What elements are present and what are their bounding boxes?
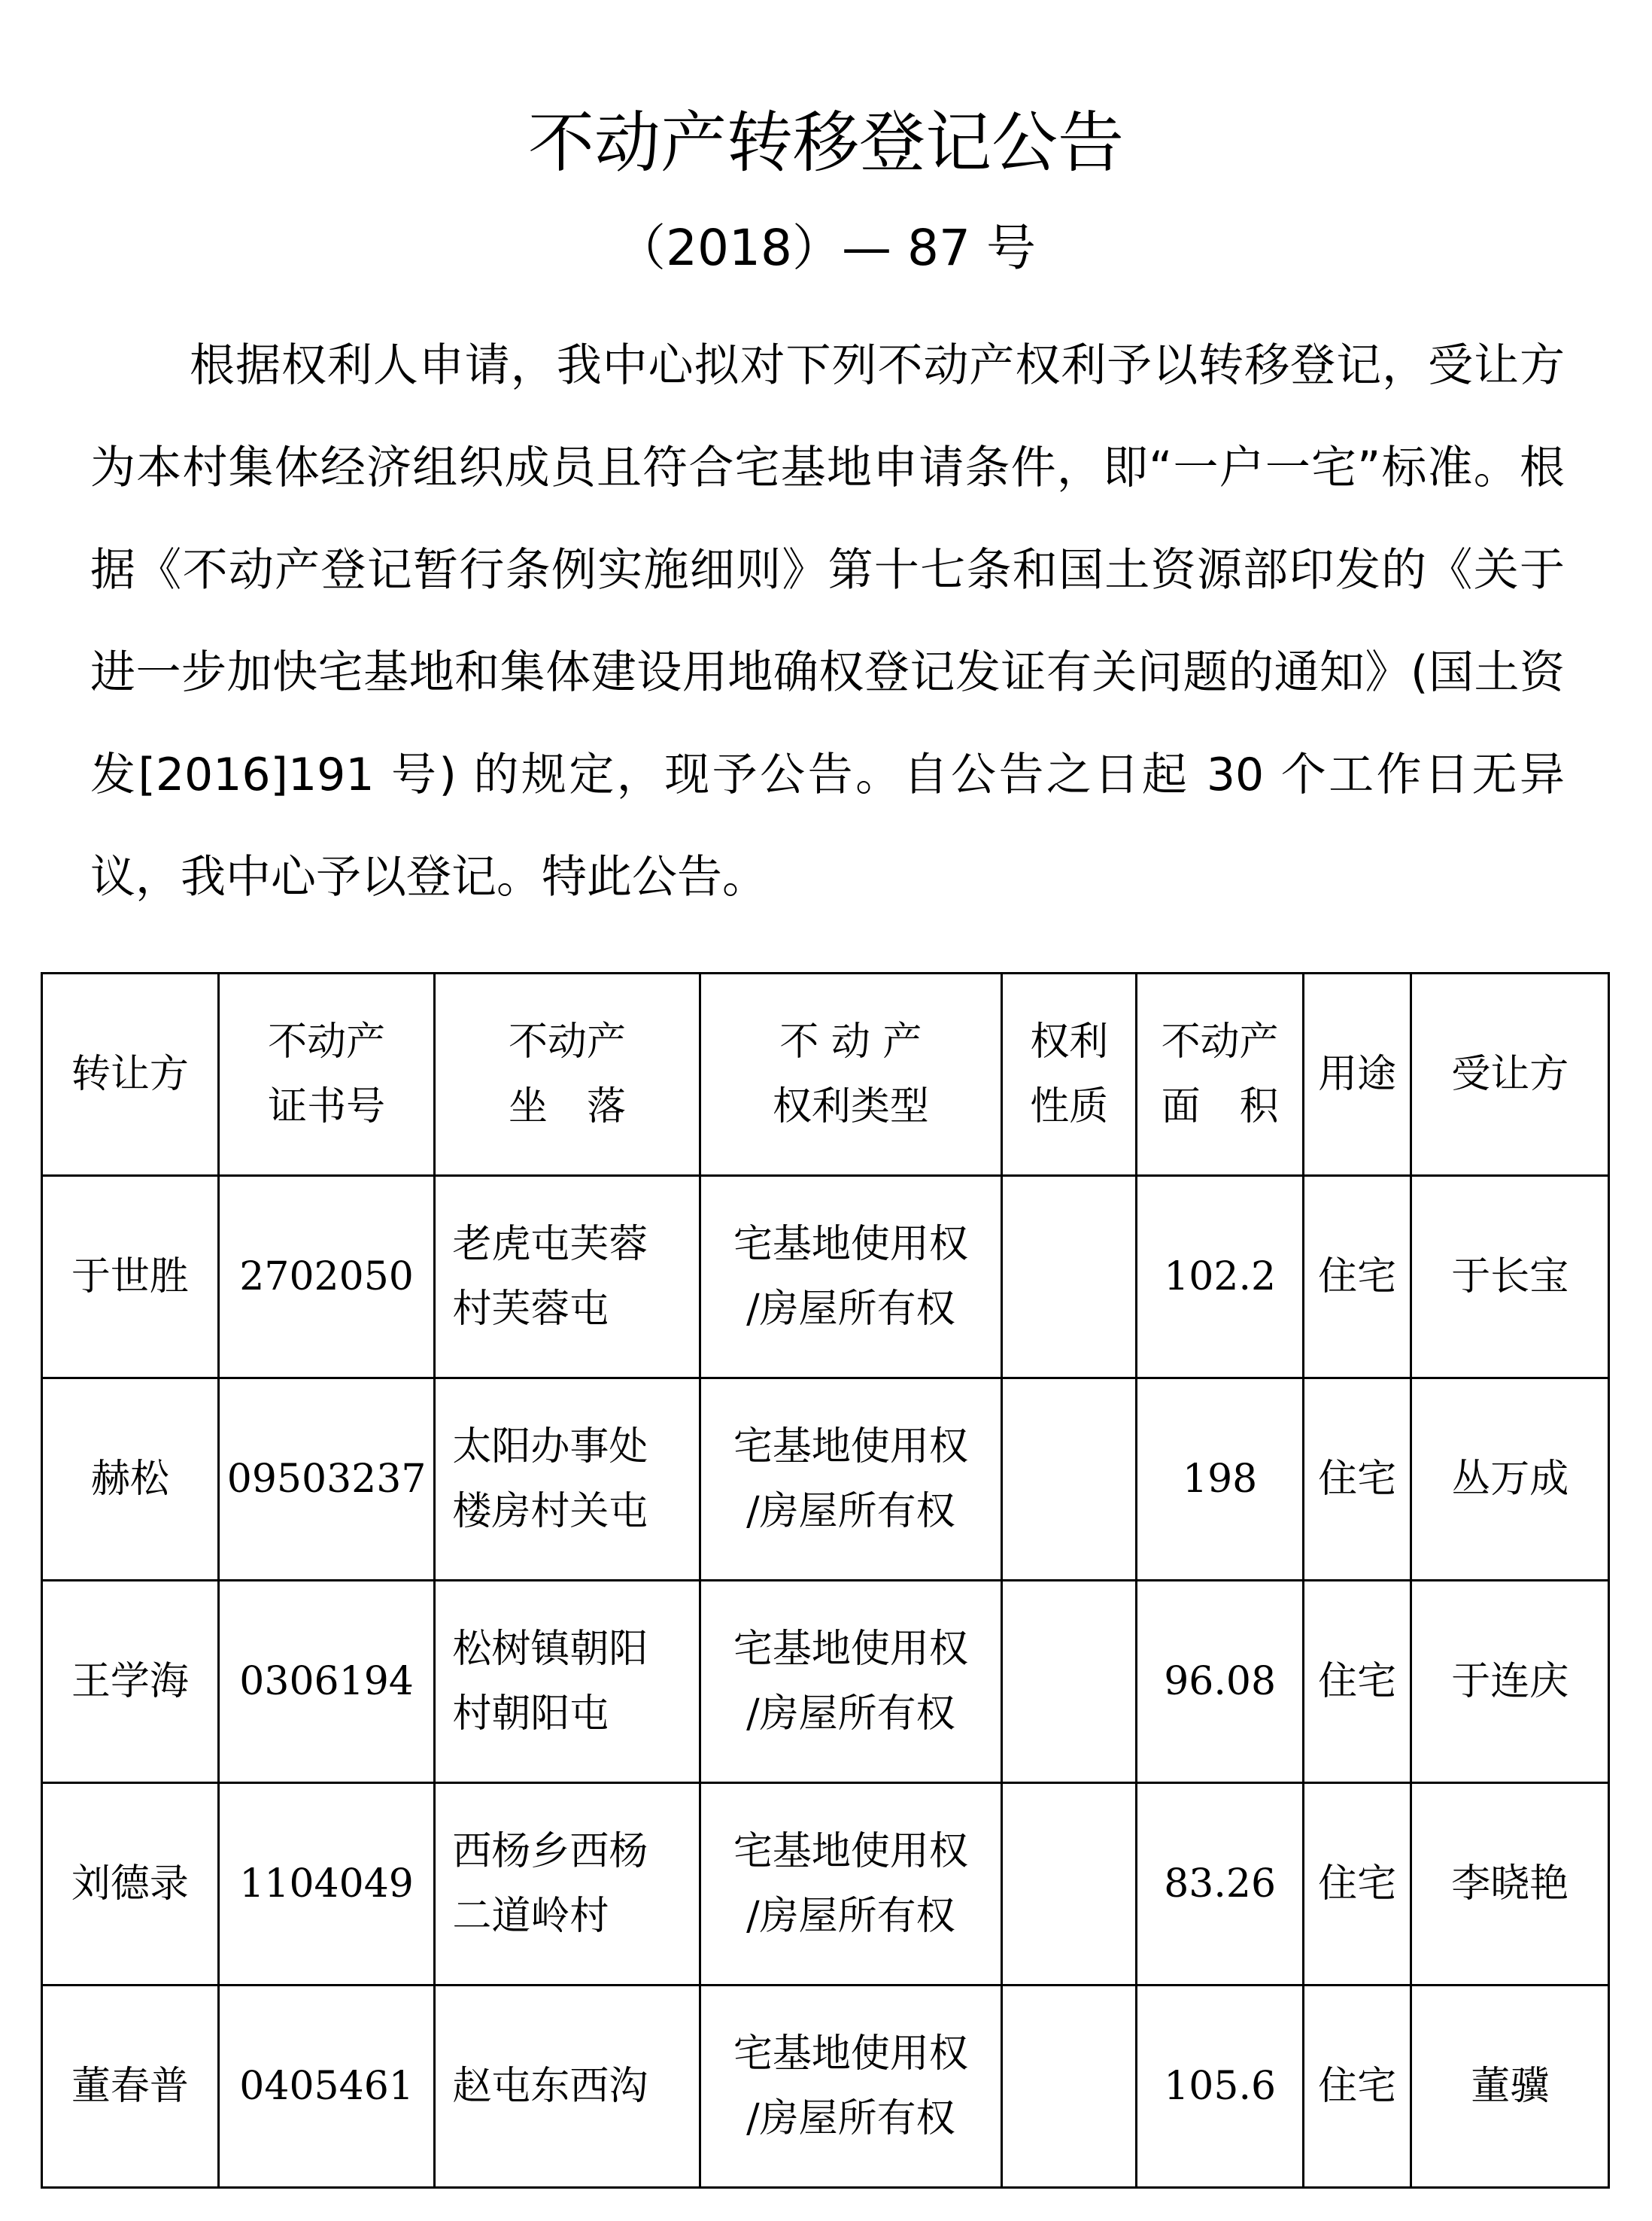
header-transferor [42,974,219,1176]
header-location [435,974,700,1176]
use-cell-line: 住宅 [1318,1457,1397,1502]
header-line: 不 动 产 [779,1019,922,1065]
transferee-cell [1411,1783,1609,1986]
header-line: 权利类型 [772,1084,929,1129]
transferor-cell [42,1986,219,2188]
transferor-cell-line: 王学海 [71,1659,189,1704]
header-right-nature [1002,974,1137,1176]
location-cell-line: 村芙蓉屯 [452,1287,609,1332]
location-cell-line: 楼房村关屯 [452,1489,648,1534]
location-cell-line: 松树镇朝阳 [452,1627,648,1672]
transferee-cell-line: 于连庆 [1451,1659,1569,1704]
location-cell-line: 村朝阳屯 [452,1691,609,1736]
area-cell [1137,1176,1304,1378]
right-nature-cell [1002,1581,1137,1783]
table-row [42,1986,1609,2188]
location-cell-line: 西杨乡西杨 [452,1829,648,1874]
location-cell-line: 太阳办事处 [452,1424,648,1469]
use-cell [1303,1783,1411,1986]
cert-no-cell-line: 2702050 [239,1254,414,1299]
header-line: 证书号 [268,1084,386,1129]
location-cell-line: 赵屯东西沟 [452,2064,648,2109]
table-row [42,1378,1609,1581]
table-row [42,1176,1609,1378]
use-cell-line: 住宅 [1318,1659,1397,1704]
transferor-cell [42,1581,219,1783]
header-use [1303,974,1411,1176]
header-line: 不动产 [1161,1019,1279,1065]
cert-no-cell [218,1378,435,1581]
header-right-type [700,974,1001,1176]
right-type-cell-line: /房屋所有权 [746,2096,955,2141]
cert-no-cell [218,1581,435,1783]
transferor-cell-line: 董春普 [71,2064,189,2109]
right-type-cell-line: 宅基地使用权 [733,1424,968,1469]
transferee-cell [1411,1581,1609,1783]
location-cell [435,1581,700,1783]
right-nature-cell [1002,1378,1137,1581]
header-line: 用途 [1318,1052,1397,1097]
notice-number: （2018）— 87 号 [616,219,1036,277]
right-type-cell-line: /房屋所有权 [746,1691,955,1736]
right-type-cell [700,1581,1001,1783]
cert-no-cell-line: 1104049 [239,1861,414,1907]
transferor-cell-line: 赫松 [90,1457,169,1502]
table-row [42,1783,1609,1986]
cert-no-cell-line: 0405461 [239,2064,414,2109]
transferor-cell-line: 刘德录 [71,1861,189,1907]
notice-title: 不动产转移登记公告 [527,104,1124,181]
area-cell [1137,1581,1304,1783]
area-cell-line: 198 [1183,1457,1258,1502]
transferee-cell-line: 丛万成 [1451,1457,1569,1502]
header-line: 面 积 [1161,1084,1279,1129]
header-transferee [1411,974,1609,1176]
use-cell [1303,1378,1411,1581]
header-line: 权利 [1030,1019,1109,1065]
use-cell-line: 住宅 [1318,1861,1397,1907]
location-cell-line: 二道岭村 [452,1894,609,1939]
location-cell [435,1986,700,2188]
area-cell-line: 105.6 [1164,2064,1277,2109]
header-line: 性质 [1030,1084,1109,1129]
right-type-cell-line: /房屋所有权 [746,1894,955,1939]
table-row [42,1581,1609,1783]
header-line: 转让方 [71,1052,189,1097]
right-type-cell-line: 宅基地使用权 [733,1627,968,1672]
location-cell [435,1378,700,1581]
right-nature-cell [1002,1986,1137,2188]
transferee-cell-line: 于长宝 [1451,1254,1569,1299]
transferee-cell [1411,1176,1609,1378]
right-type-cell-line: 宅基地使用权 [733,2031,968,2077]
area-cell-line: 96.08 [1164,1659,1277,1704]
area-cell [1137,1986,1304,2188]
header-line: 受让方 [1451,1052,1569,1097]
use-cell [1303,1581,1411,1783]
use-cell [1303,1176,1411,1378]
transferor-cell [42,1176,219,1378]
right-type-cell-line: 宅基地使用权 [733,1222,968,1267]
cert-no-cell-line: 0306194 [239,1659,414,1704]
transferor-cell [42,1783,219,1986]
header-area [1137,974,1304,1176]
right-type-cell-line: 宅基地使用权 [733,1829,968,1874]
area-cell [1137,1783,1304,1986]
transferee-cell-line: 董骥 [1471,2064,1550,2109]
right-type-cell [700,1378,1001,1581]
use-cell-line: 住宅 [1318,2064,1397,2109]
notice-body: 根据权利人申请，我中心拟对下列不动产权利予以转移登记，受让方为本村集体经济组织成员且符合宅基地申请条件，即“一户一宅”标准。根据《不动产登记暂行条例实施细则》第十七条和国土资源部印发的《关于进一步加快宅基地和集体建设用地确权登记发证有关问题的通知》(国土资发[2016]191 号) 的规定，现予公告。自公告之日起 30 个工作日无异议，我中心予以登记。特此公告。 [90,339,1565,904]
registration-table [41,972,1610,2189]
location-cell [435,1176,700,1378]
use-cell [1303,1986,1411,2188]
table-header-row [42,974,1609,1176]
location-cell [435,1783,700,1986]
right-type-cell [700,1986,1001,2188]
right-type-cell [700,1176,1001,1378]
transferee-cell [1411,1986,1609,2188]
transferee-cell [1411,1378,1609,1581]
transferor-cell-line: 于世胜 [71,1254,189,1299]
transferee-cell-line: 李晓艳 [1451,1861,1569,1907]
area-cell-line: 102.2 [1164,1254,1277,1299]
right-nature-cell [1002,1176,1137,1378]
right-type-cell [700,1783,1001,1986]
cert-no-cell [218,1783,435,1986]
header-line: 坐 落 [509,1084,627,1129]
cert-no-cell [218,1176,435,1378]
header-cert-no [218,974,435,1176]
cert-no-cell-line: 09503237 [226,1457,427,1502]
area-cell [1137,1378,1304,1581]
right-type-cell-line: /房屋所有权 [746,1287,955,1332]
header-line: 不动产 [268,1019,386,1065]
use-cell-line: 住宅 [1318,1254,1397,1299]
location-cell-line: 老虎屯芙蓉 [452,1222,648,1267]
header-line: 不动产 [509,1019,627,1065]
area-cell-line: 83.26 [1164,1861,1277,1907]
cert-no-cell [218,1986,435,2188]
table-body [42,1176,1609,2188]
right-type-cell-line: /房屋所有权 [746,1489,955,1534]
right-nature-cell [1002,1783,1137,1986]
transferor-cell [42,1378,219,1581]
